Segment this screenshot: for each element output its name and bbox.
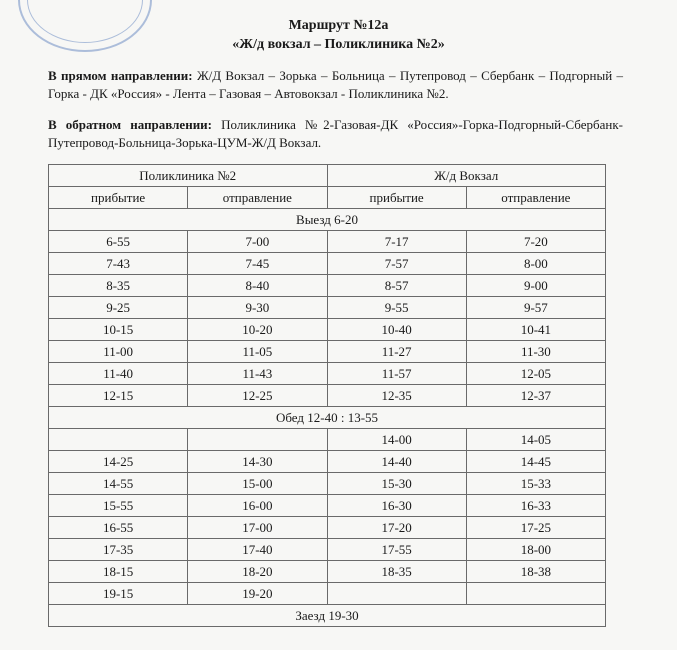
time-cell: 7-57 — [327, 253, 466, 275]
time-cell: 9-55 — [327, 297, 466, 319]
time-cell: 17-35 — [49, 539, 188, 561]
time-cell — [188, 429, 327, 451]
time-cell: 8-35 — [49, 275, 188, 297]
table-row — [49, 319, 606, 341]
stop-header-station: Ж/д Вокзал — [327, 165, 606, 187]
time-cell: 17-00 — [188, 517, 327, 539]
stop-header-polyclinic: Поликлиника №2 — [49, 165, 328, 187]
time-cell: 12-35 — [327, 385, 466, 407]
table-row — [49, 429, 606, 451]
time-cell: 15-55 — [49, 495, 188, 517]
departure-note: Выезд 6-20 — [49, 209, 606, 231]
time-cell: 17-25 — [466, 517, 605, 539]
time-cell: 12-37 — [466, 385, 605, 407]
time-cell: 9-00 — [466, 275, 605, 297]
time-cell: 14-55 — [49, 473, 188, 495]
time-cell: 10-15 — [49, 319, 188, 341]
time-cell: 9-25 — [49, 297, 188, 319]
table-row — [49, 231, 606, 253]
table-row — [49, 517, 606, 539]
table-row — [49, 583, 606, 605]
time-cell: 8-00 — [466, 253, 605, 275]
reverse-stops: Поликлиника №2-Газовая-ДК «Россия»-Горка-Подгорный-Сбербанк-Путепровод-Больница-Зорька-ЦУМ-Ж/Д Вокзал. — [48, 117, 623, 150]
table-row — [49, 297, 606, 319]
time-cell: 15-33 — [466, 473, 605, 495]
time-cell: 18-20 — [188, 561, 327, 583]
time-cell: 11-43 — [188, 363, 327, 385]
table-row — [49, 341, 606, 363]
time-cell: 14-45 — [466, 451, 605, 473]
time-cell: 10-40 — [327, 319, 466, 341]
time-cell — [327, 583, 466, 605]
time-cell: 11-27 — [327, 341, 466, 363]
time-cell: 17-40 — [188, 539, 327, 561]
lunch-note: Обед 12-40 : 13-55 — [49, 407, 606, 429]
end-note-row — [49, 605, 606, 627]
time-cell: 19-20 — [188, 583, 327, 605]
time-cell: 14-40 — [327, 451, 466, 473]
table-row — [49, 539, 606, 561]
end-note: Заезд 19-30 — [49, 605, 606, 627]
time-cell: 7-00 — [188, 231, 327, 253]
reverse-direction — [48, 116, 623, 152]
stops-header-row — [49, 165, 606, 187]
time-cell: 11-05 — [188, 341, 327, 363]
time-cell: 8-40 — [188, 275, 327, 297]
table-row — [49, 275, 606, 297]
time-cell: 16-33 — [466, 495, 605, 517]
time-cell: 18-35 — [327, 561, 466, 583]
forward-direction — [48, 67, 623, 103]
time-cell: 12-15 — [49, 385, 188, 407]
route-name: «Ж/д вокзал – Поликлиника №2» — [232, 37, 445, 52]
page-title: Маршрут №12а — [288, 18, 389, 33]
time-cell: 10-20 — [188, 319, 327, 341]
table-row — [49, 451, 606, 473]
time-cell: 10-41 — [466, 319, 605, 341]
time-cell: 7-45 — [188, 253, 327, 275]
table-row — [49, 363, 606, 385]
reverse-label: В обратном направлении: — [48, 117, 212, 132]
time-cell: 12-25 — [188, 385, 327, 407]
forward-label: В прямом направлении: — [48, 68, 193, 83]
time-cell: 12-05 — [466, 363, 605, 385]
time-cell: 9-30 — [188, 297, 327, 319]
time-cell: 15-00 — [188, 473, 327, 495]
time-cell: 16-00 — [188, 495, 327, 517]
time-cell: 14-30 — [188, 451, 327, 473]
time-cell: 11-57 — [327, 363, 466, 385]
time-cell — [49, 429, 188, 451]
time-cell: 14-00 — [327, 429, 466, 451]
table-row — [49, 495, 606, 517]
time-cell: 14-05 — [466, 429, 605, 451]
time-cell: 11-40 — [49, 363, 188, 385]
time-cell: 16-30 — [327, 495, 466, 517]
time-cell: 18-38 — [466, 561, 605, 583]
col-arrival-1: прибытие — [49, 187, 188, 209]
time-cell: 18-15 — [49, 561, 188, 583]
col-departure-1: отправление — [188, 187, 327, 209]
time-cell: 7-43 — [49, 253, 188, 275]
table-row — [49, 253, 606, 275]
time-cell: 7-20 — [466, 231, 605, 253]
time-cell: 11-30 — [466, 341, 605, 363]
time-cell: 19-15 — [49, 583, 188, 605]
table-row — [49, 561, 606, 583]
time-cell — [466, 583, 605, 605]
time-cell: 7-17 — [327, 231, 466, 253]
table-row — [49, 385, 606, 407]
time-cell: 17-20 — [327, 517, 466, 539]
time-cell: 15-30 — [327, 473, 466, 495]
time-cell: 18-00 — [466, 539, 605, 561]
time-cell: 16-55 — [49, 517, 188, 539]
time-cell: 8-57 — [327, 275, 466, 297]
time-cell: 17-55 — [327, 539, 466, 561]
forward-stops: Ж/Д Вокзал – Зорька – Больница – Путепровод – Сбербанк – Подгорный – Горка - ДК «Россия» - Лента – Газовая – Автовокзал - Поликлиника №2. — [48, 68, 624, 101]
table-row — [49, 473, 606, 495]
col-arrival-2: прибытие — [327, 187, 466, 209]
time-cell: 11-00 — [49, 341, 188, 363]
col-departure-2: отправление — [466, 187, 605, 209]
time-cell: 14-25 — [49, 451, 188, 473]
lunch-note-row — [49, 407, 606, 429]
schedule-table — [48, 164, 606, 627]
columns-header-row — [49, 187, 606, 209]
time-cell: 6-55 — [49, 231, 188, 253]
time-cell: 9-57 — [466, 297, 605, 319]
departure-note-row — [49, 209, 606, 231]
